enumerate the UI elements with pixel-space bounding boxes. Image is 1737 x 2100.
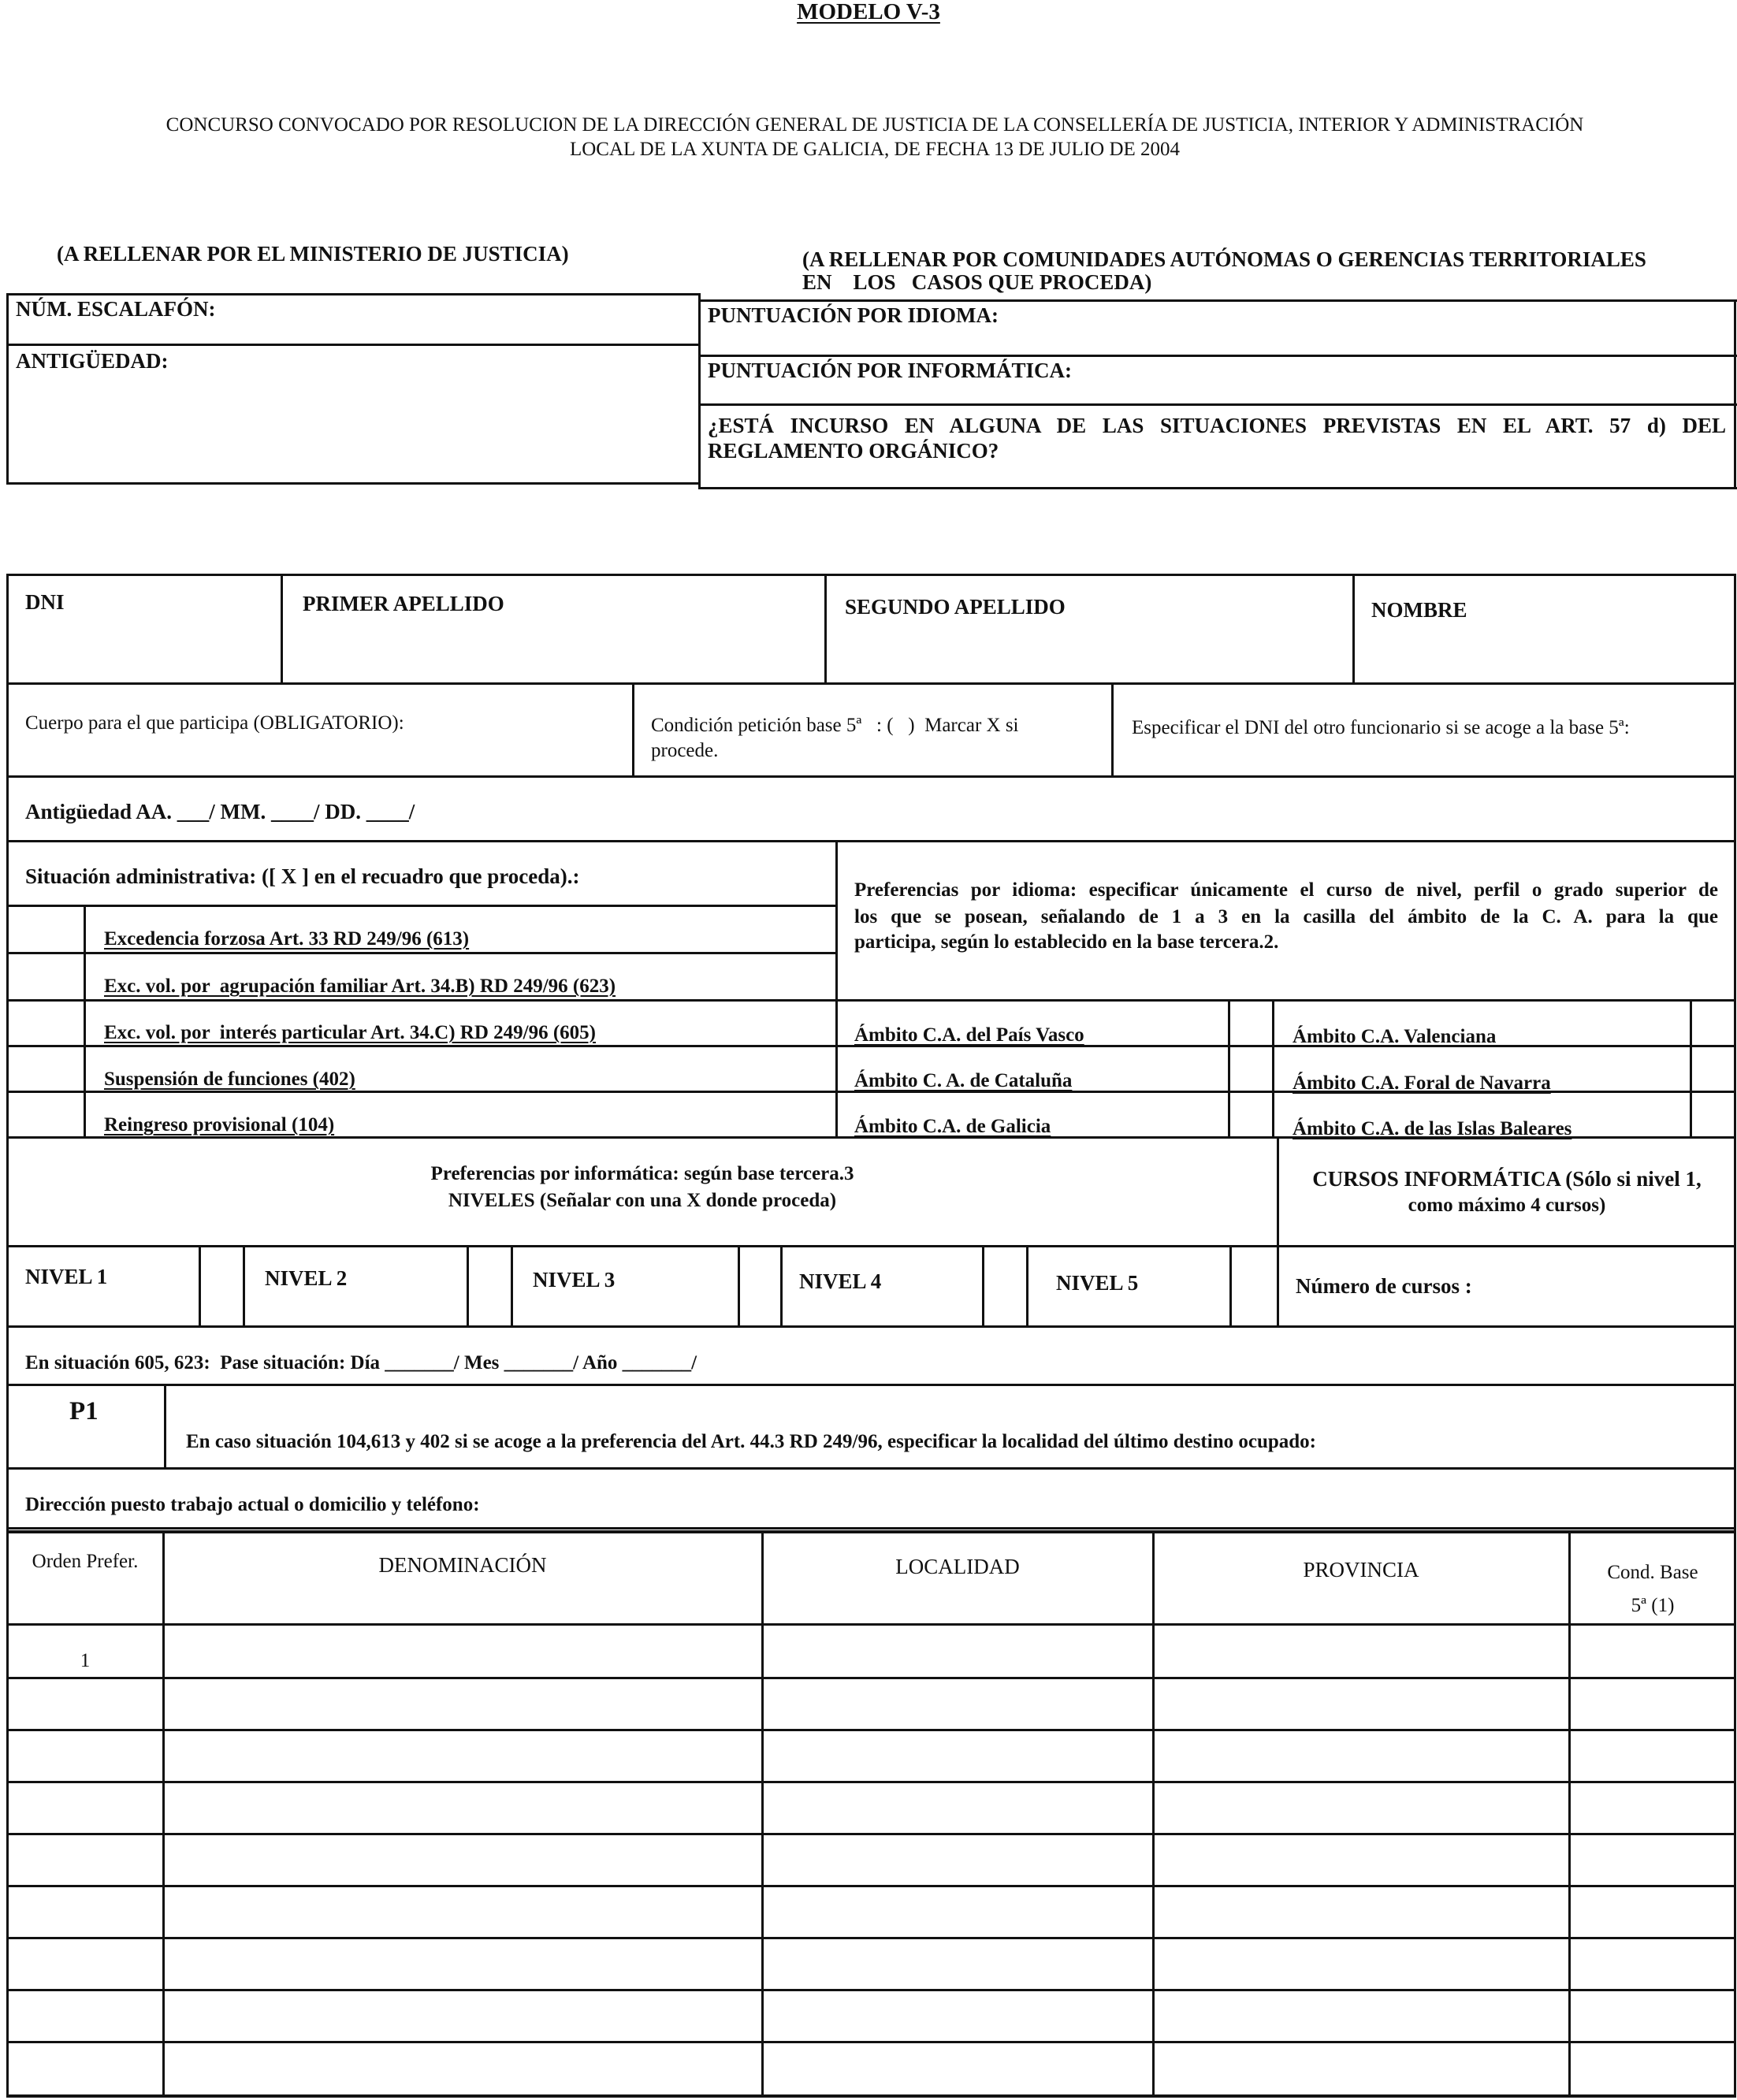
destino-row-6[interactable]: [9, 1888, 1732, 1935]
nivel-1-box[interactable]: [202, 1248, 241, 1324]
row-1-orden: 1: [80, 1650, 91, 1671]
ambito-cataluna-label: Ámbito C. A. de Cataluña: [854, 1070, 1073, 1091]
informatica-pref-line-1: Preferencias por informática: según base tercera.3: [430, 1163, 854, 1184]
ambito-valenciana-box[interactable]: [1693, 1002, 1732, 1043]
condicion-line-2: procede.: [651, 740, 719, 761]
nombre-label: NOMBRE: [1371, 598, 1467, 622]
ambito-pais-vasco-label: Ámbito C.A. del País Vasco: [854, 1024, 1084, 1046]
destino-row-7[interactable]: [9, 1940, 1732, 1987]
ccaa-caption-line-2: EN LOS CASOS QUE PROCEDA): [802, 270, 1152, 294]
cursos-informatica-line-2: como máximo 4 cursos): [1408, 1195, 1606, 1216]
nivel-5-box[interactable]: [1233, 1248, 1275, 1324]
destino-row-1-denominacion[interactable]: [166, 1626, 760, 1675]
cuerpo-field[interactable]: [9, 738, 629, 772]
col-cond-header-line-2: 5ª (1): [1631, 1595, 1675, 1616]
incurso-line-1: ¿ESTÁ INCURSO EN ALGUNA DE LAS SITUACIONES PREVISTAS EN EL ART. 57 d) DEL: [708, 414, 1726, 437]
situacion-checkbox-402[interactable]: [9, 1048, 82, 1089]
nivel-4-box[interactable]: [985, 1248, 1025, 1324]
condicion-line-1: Condición petición base 5ª : ( ) Marcar X si: [651, 715, 1019, 736]
destino-row-1-localidad[interactable]: [764, 1626, 1151, 1675]
idioma-pref-line-2: los que se posean, señalando de 1 a 3 en la casilla del ámbito de la C. A. para la que: [854, 906, 1718, 927]
situacion-item-402: Suspensión de funciones (402): [104, 1069, 355, 1090]
condicion-checkbox[interactable]: [902, 714, 927, 736]
situacion-checkbox-613[interactable]: [9, 908, 82, 950]
numero-cursos-label: Número de cursos :: [1296, 1274, 1472, 1298]
col-localidad-header: LOCALIDAD: [895, 1555, 1020, 1578]
nivel-2-box[interactable]: [470, 1248, 509, 1324]
nombre-field[interactable]: [1356, 626, 1731, 679]
primer-apellido-field[interactable]: [284, 619, 821, 679]
nivel-1-label: NIVEL 1: [25, 1265, 108, 1288]
dni-label: DNI: [25, 590, 65, 614]
especificar-dni-label: Especificar el DNI del otro funcionario si se acoge a la base 5ª:: [1132, 717, 1630, 738]
segundo-apellido-label: SEGUNDO APELLIDO: [845, 595, 1066, 619]
ccaa-caption-line-1: (A RELLENAR POR COMUNIDADES AUTÓNOMAS O GERENCIAS TERRITORIALES: [802, 247, 1646, 271]
nivel-3-box[interactable]: [741, 1248, 779, 1324]
destino-row-5[interactable]: [9, 1836, 1732, 1883]
antiguedad-label: ANTIGÜEDAD:: [16, 349, 169, 373]
nivel-2-label: NIVEL 2: [265, 1266, 348, 1290]
cuerpo-label: Cuerpo para el que participa (OBLIGATORIO):: [25, 712, 404, 734]
puntuacion-idioma-label: PUNTUACIÓN POR IDIOMA:: [708, 303, 999, 327]
pase-situacion: En situación 605, 623: Pase situación: Día _______/ Mes _______/ Año _______/: [25, 1352, 697, 1373]
nivel-3-label: NIVEL 3: [533, 1268, 616, 1292]
ambito-cataluna-box[interactable]: [1231, 1048, 1270, 1089]
situacion-title: Situación administrativa: ([ X ] en el recuadro que proceda).:: [25, 864, 580, 888]
informatica-pref-line-2: NIVELES (Señalar con una X donde proceda): [448, 1190, 837, 1211]
num-escalafon-label: NÚM. ESCALAFÓN:: [16, 297, 216, 321]
idioma-pref-line-1: Preferencias por idioma: especificar únicamente el curso de nivel, perfil o grado superior de: [854, 879, 1718, 901]
ambito-navarra-label: Ámbito C.A. Foral de Navarra: [1293, 1072, 1551, 1094]
destino-row-1-cond[interactable]: [1571, 1626, 1732, 1675]
nivel-4-label: NIVEL 4: [799, 1269, 882, 1293]
col-denominacion-header: DENOMINACIÓN: [378, 1553, 547, 1577]
puntuacion-idioma-field[interactable]: [1025, 303, 1726, 351]
situacion-item-104: Reingreso provisional (104): [104, 1114, 335, 1135]
num-escalafon-field[interactable]: [9, 318, 695, 342]
destino-row-1-provincia[interactable]: [1155, 1626, 1567, 1675]
col-cond-header-line-1: Cond. Base: [1607, 1562, 1698, 1583]
puntuacion-informatica-field[interactable]: [1119, 358, 1726, 400]
idioma-pref-line-3: participa, según lo establecido en la base tercera.2.: [854, 931, 1279, 953]
ministerio-caption: (A RELLENAR POR EL MINISTERIO DE JUSTICIA): [57, 242, 569, 266]
antiguedad-fecha: Antigüedad AA. ___/ MM. ____/ DD. ____/: [25, 800, 415, 823]
antiguedad-field[interactable]: [9, 374, 695, 479]
ambito-navarra-box[interactable]: [1693, 1048, 1732, 1089]
situacion-checkbox-605[interactable]: [9, 1002, 82, 1043]
intro-line-2: LOCAL DE LA XUNTA DE GALICIA, DE FECHA 13 DE JULIO DE 2004: [569, 139, 1181, 160]
ambito-galicia-box[interactable]: [1231, 1094, 1270, 1135]
p1-label: P1: [69, 1397, 99, 1425]
p1-text: En caso situación 104,613 y 402 si se acoge a la preferencia del Art. 44.3 RD 249/96, especificar la localidad del último destino ocupado:: [186, 1431, 1316, 1452]
model-title: MODELO V-3: [797, 0, 940, 24]
direccion-label: Dirección puesto trabajo actual o domicilio y teléfono:: [25, 1494, 480, 1515]
situacion-checkbox-623[interactable]: [9, 955, 82, 998]
intro-line-1: CONCURSO CONVOCADO POR RESOLUCION DE LA DIRECCIÓN GENERAL DE JUSTICIA DE LA CONSELLERÍA DE JUSTICIA, INTERIOR Y ADMINISTRACIÓN: [166, 114, 1584, 136]
incurso-line-2: REGLAMENTO ORGÁNICO?: [708, 439, 999, 463]
ambito-valenciana-label: Ámbito C.A. Valenciana: [1293, 1026, 1497, 1047]
cursos-informatica-line-1: CURSOS INFORMÁTICA (Sólo si nivel 1,: [1312, 1167, 1702, 1191]
segundo-apellido-field[interactable]: [828, 623, 1349, 679]
numero-cursos-field[interactable]: [1482, 1269, 1731, 1300]
primer-apellido-label: PRIMER APELLIDO: [303, 592, 504, 615]
col-provincia-header: PROVINCIA: [1303, 1558, 1419, 1582]
situacion-checkbox-104[interactable]: [9, 1094, 82, 1135]
nivel-5-label: NIVEL 5: [1056, 1271, 1139, 1295]
ambito-baleares-label: Ámbito C.A. de las Islas Baleares: [1293, 1118, 1572, 1139]
destino-row-9[interactable]: [9, 2044, 1732, 2093]
dni-field[interactable]: [9, 618, 277, 679]
puntuacion-informatica-label: PUNTUACIÓN POR INFORMÁTICA:: [708, 359, 1072, 382]
situacion-item-623: Exc. vol. por agrupación familiar Art. 34.B) RD 249/96 (623): [104, 976, 616, 997]
ambito-pais-vasco-box[interactable]: [1231, 1002, 1270, 1043]
destino-row-8[interactable]: [9, 1992, 1732, 2039]
col-orden-header: Orden Prefer.: [32, 1551, 139, 1572]
ambito-galicia-label: Ámbito C.A. de Galicia: [854, 1116, 1051, 1137]
ambito-baleares-box[interactable]: [1693, 1094, 1732, 1135]
destino-row-2[interactable]: [9, 1680, 1732, 1727]
destino-row-4[interactable]: [9, 1784, 1732, 1831]
situacion-item-605: Exc. vol. por interés particular Art. 34.C) RD 249/96 (605): [104, 1022, 596, 1043]
situacion-item-613: Excedencia forzosa Art. 33 RD 249/96 (613): [104, 928, 470, 950]
especificar-dni-field[interactable]: [1114, 741, 1731, 772]
destino-row-3[interactable]: [9, 1732, 1732, 1779]
